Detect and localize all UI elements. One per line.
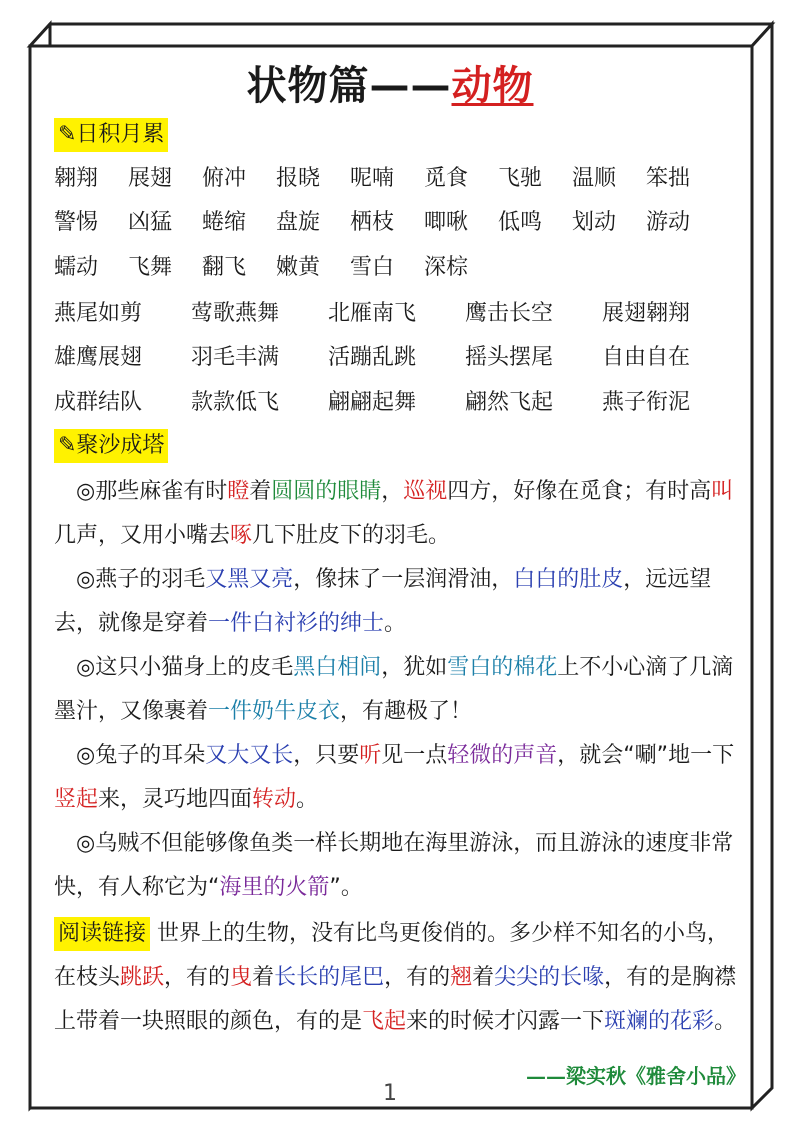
vocab-word: 游动 xyxy=(646,210,691,235)
vocab-word: 划动 xyxy=(572,210,617,235)
highlighted-phrase: 听 xyxy=(359,743,382,768)
sentence-text: ，有的 xyxy=(164,965,231,990)
sentence-text: 来的时候才闪露一下 xyxy=(406,1009,605,1034)
idiom-phrase: 摇头摆尾 xyxy=(465,345,554,370)
idiom-row xyxy=(54,299,739,329)
idiom-phrase: 活蹦乱跳 xyxy=(328,345,417,370)
vocab-word: 翱翔 xyxy=(54,166,99,191)
section-label-daily: ✎日积月累 xyxy=(54,118,168,152)
vocab-word: 笨拙 xyxy=(646,166,691,191)
vocab-word: 觅食 xyxy=(424,166,469,191)
word-row xyxy=(54,208,720,238)
vocab-word: 温顺 xyxy=(572,166,617,191)
idiom-phrase: 展翅翱翔 xyxy=(602,301,691,326)
highlighted-phrase: 曳 xyxy=(230,965,253,990)
vocab-word: 蜷缩 xyxy=(202,210,247,235)
idiom-phrase: 北雁南飞 xyxy=(328,301,417,326)
sentence-text: 上不小心滴了几滴墨汁，又像裹着 xyxy=(54,655,734,724)
highlighted-phrase: 又黑又亮 xyxy=(205,567,294,592)
highlighted-phrase: 斑斓的花彩 xyxy=(604,1009,715,1034)
section-daily-accumulation xyxy=(54,118,168,152)
highlighted-phrase: 又大又长 xyxy=(205,743,294,768)
word-row xyxy=(54,253,498,283)
sentence-text: ，像抹了一层润滑油， xyxy=(293,567,514,592)
reading-link-label: 阅读链接 xyxy=(54,917,150,951)
sentence-text: ，就会“唰”地一下 xyxy=(557,743,735,768)
highlighted-phrase: 跳跃 xyxy=(120,965,165,990)
idiom-phrase: 成群结队 xyxy=(54,390,143,415)
sentence-text: 来，灵巧地四面 xyxy=(98,787,253,812)
vocab-word: 翻飞 xyxy=(202,255,247,280)
sentence-text: ，有的是胸襟上带着一块照眼的颜色，有的是 xyxy=(54,965,737,1034)
vocab-word: 低鸣 xyxy=(498,210,543,235)
highlighted-phrase: 瞪 xyxy=(227,479,250,504)
sentence-paragraph xyxy=(54,646,749,734)
idiom-phrase: 鹰击长空 xyxy=(465,301,554,326)
idiom-phrase: 翩然飞起 xyxy=(465,390,554,415)
vocab-word: 凶猛 xyxy=(128,210,173,235)
sentence-text: ◎燕子的羽毛 xyxy=(76,567,206,592)
vocab-word: 飞驰 xyxy=(498,166,543,191)
highlighted-phrase: 翘 xyxy=(450,965,473,990)
idiom-phrase: 燕子衔泥 xyxy=(602,390,691,415)
sentence-paragraph xyxy=(54,470,749,558)
idiom-phrase: 羽毛丰满 xyxy=(191,345,280,370)
sentence-text: 几下肚皮下的羽毛。 xyxy=(252,523,451,548)
highlighted-phrase: 海里的火箭 xyxy=(219,875,330,900)
sentence-paragraph xyxy=(54,558,749,646)
vocab-word: 雪白 xyxy=(350,255,395,280)
vocab-word: 俯冲 xyxy=(202,166,247,191)
idiom-phrase: 自由自在 xyxy=(602,345,691,370)
sentence-paragraph xyxy=(54,734,749,822)
sentence-text: 着 xyxy=(252,965,275,990)
page-title xyxy=(30,54,750,111)
sentence-text: ，有趣极了！ xyxy=(340,699,473,724)
vocab-word: 蠕动 xyxy=(54,255,99,280)
sentence-text: ，只要 xyxy=(293,743,360,768)
highlighted-phrase: 雪白的棉花 xyxy=(447,655,558,680)
highlighted-phrase: 黑白相间 xyxy=(293,655,382,680)
word-row xyxy=(54,164,720,194)
highlighted-phrase: 一件奶牛皮衣 xyxy=(208,699,341,724)
idiom-phrase: 款款低飞 xyxy=(191,390,280,415)
sentence-text: 着 xyxy=(472,965,495,990)
sentence-text: ◎这只小猫身上的皮毛 xyxy=(76,655,294,680)
vocab-word: 盘旋 xyxy=(276,210,321,235)
vocab-word: 呢喃 xyxy=(350,166,395,191)
highlighted-phrase: 轻微的声音 xyxy=(447,743,558,768)
vocab-word: 展翅 xyxy=(128,166,173,191)
vocab-word: 警惕 xyxy=(54,210,99,235)
sentence-text: ， xyxy=(381,479,404,504)
section-label-sand: ✎聚沙成塔 xyxy=(54,429,168,463)
title-prefix: 状物篇—— xyxy=(246,63,452,109)
idiom-phrase: 雄鹰展翅 xyxy=(54,345,143,370)
section-sand-tower xyxy=(54,429,168,463)
idiom-phrase: 翩翩起舞 xyxy=(328,390,417,415)
sentence-text: 。 xyxy=(714,1009,737,1034)
highlighted-phrase: 一件白衬衫的绅士 xyxy=(208,611,385,636)
highlighted-phrase: 长长的尾巴 xyxy=(274,965,385,990)
sentence-text: ◎那些麻雀有时 xyxy=(76,479,228,504)
idiom-phrase: 莺歌燕舞 xyxy=(191,301,280,326)
sentence-text: 四方，好像在觅食；有时高 xyxy=(447,479,712,504)
vocab-word: 栖枝 xyxy=(350,210,395,235)
highlighted-phrase: 转动 xyxy=(252,787,297,812)
sentence-text: ，有的 xyxy=(384,965,451,990)
page-number: 1 xyxy=(383,1081,397,1106)
sentence-text: 。 xyxy=(384,611,407,636)
vocab-word: 深棕 xyxy=(424,255,469,280)
vocab-word: 飞舞 xyxy=(128,255,173,280)
vocab-word: 嫩黄 xyxy=(276,255,321,280)
idiom-phrase: 燕尾如剪 xyxy=(54,301,143,326)
sentence-text: ，犹如 xyxy=(381,655,448,680)
worksheet-page xyxy=(30,46,750,1108)
sentence-text: 几声，又用小嘴去 xyxy=(54,523,231,548)
sentence-text: ◎兔子的耳朵 xyxy=(76,743,206,768)
sentence-text: ◎乌贼不但能够像鱼类一样长期地在海里游泳，而且游泳的速度非常快，有人称它为“ xyxy=(54,831,734,900)
highlighted-phrase: 尖尖的长喙 xyxy=(494,965,605,990)
reading-link-paragraph xyxy=(54,912,749,1044)
sentence-text: 见一点 xyxy=(381,743,448,768)
sentence-paragraph xyxy=(54,822,749,910)
reading-signature: ——梁实秋《雅舍小品》 xyxy=(526,1064,746,1088)
idiom-row xyxy=(54,343,739,373)
highlighted-phrase: 竖起 xyxy=(54,787,99,812)
highlighted-phrase: 飞起 xyxy=(362,1009,407,1034)
vocab-word: 唧啾 xyxy=(424,210,469,235)
highlighted-phrase: 巡视 xyxy=(403,479,448,504)
highlighted-phrase: 啄 xyxy=(230,523,253,548)
title-highlight: 动物 xyxy=(451,63,534,109)
highlighted-phrase: 叫 xyxy=(711,479,734,504)
sentence-text: ，远远望去，就像是穿着 xyxy=(54,567,712,636)
sentence-text: 世界上的生物，没有比鸟更俊俏的。多少样不知名的小鸟，在枝头 xyxy=(54,921,730,990)
idiom-row xyxy=(54,388,739,418)
sentence-text: 着 xyxy=(249,479,272,504)
sentence-text: ”。 xyxy=(329,875,363,900)
highlighted-phrase: 圆圆的眼睛 xyxy=(271,479,382,504)
vocab-word: 报晓 xyxy=(276,166,321,191)
sentence-text: 。 xyxy=(296,787,319,812)
highlighted-phrase: 白白的肚皮 xyxy=(513,567,624,592)
